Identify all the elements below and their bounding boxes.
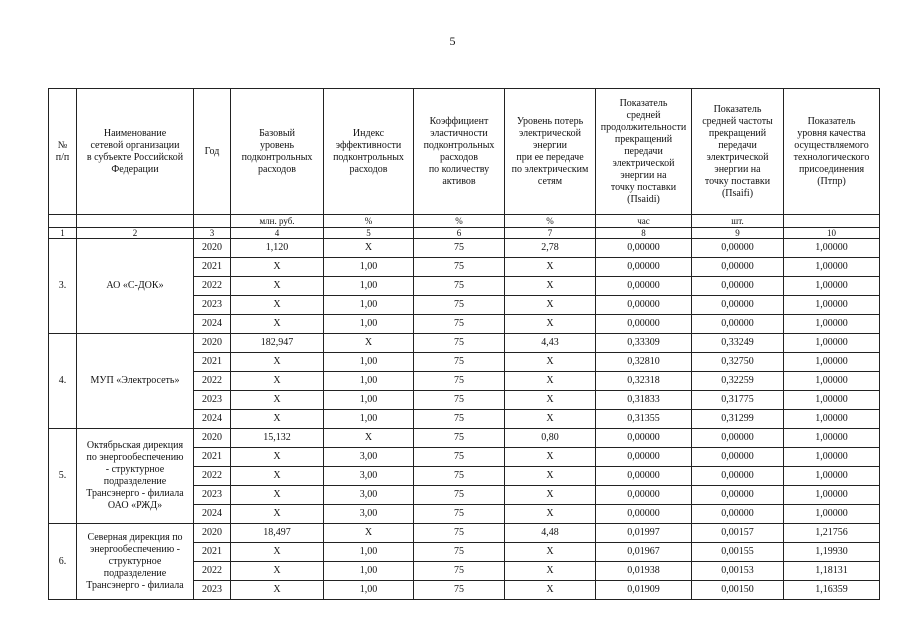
year-cell: 2021 bbox=[194, 543, 231, 562]
row-number: 5. bbox=[49, 429, 77, 524]
value-cell-c5: 3,00 bbox=[324, 486, 414, 505]
unit-cell bbox=[194, 215, 231, 228]
value-cell-c10: 1,00000 bbox=[784, 315, 880, 334]
value-cell-c10: 1,00000 bbox=[784, 448, 880, 467]
page-number: 5 bbox=[449, 34, 456, 48]
value-cell-c8: 0,00000 bbox=[596, 467, 692, 486]
value-cell-c4: X bbox=[231, 581, 324, 600]
value-cell-c6: 75 bbox=[414, 372, 505, 391]
unit-cell: млн. руб. bbox=[231, 215, 324, 228]
value-cell-c9: 0,00157 bbox=[692, 524, 784, 543]
value-cell-c10: 1,00000 bbox=[784, 505, 880, 524]
value-cell-c7: X bbox=[505, 277, 596, 296]
header-label: Год bbox=[204, 145, 220, 157]
value-cell-c10: 1,00000 bbox=[784, 486, 880, 505]
value-cell-c10: 1,16359 bbox=[784, 581, 880, 600]
organization-name: Октябрьская дирекция по энергообеспечению - структурное подразделение Трансэнерго - филиала ОАО «РЖД» bbox=[77, 429, 194, 524]
value-cell-c10: 1,00000 bbox=[784, 410, 880, 429]
value-cell-c4: 18,497 bbox=[231, 524, 324, 543]
value-cell-c6: 75 bbox=[414, 277, 505, 296]
header-cell-quality bbox=[784, 89, 880, 215]
year-cell: 2022 bbox=[194, 467, 231, 486]
header-label: Показатель уровня качества осуществляемого технологического присоединения (Птпр) bbox=[793, 115, 870, 187]
value-cell-c4: X bbox=[231, 353, 324, 372]
table-row bbox=[49, 334, 880, 353]
value-cell-c8: 0,33309 bbox=[596, 334, 692, 353]
value-cell-c9: 0,32259 bbox=[692, 372, 784, 391]
value-cell-c4: X bbox=[231, 505, 324, 524]
value-cell-c8: 0,31833 bbox=[596, 391, 692, 410]
units-row bbox=[49, 215, 880, 228]
value-cell-c7: 0,80 bbox=[505, 429, 596, 448]
value-cell-c10: 1,00000 bbox=[784, 429, 880, 448]
unit-cell bbox=[49, 215, 77, 228]
year-cell: 2022 bbox=[194, 277, 231, 296]
value-cell-c5: 1,00 bbox=[324, 581, 414, 600]
value-cell-c5: 1,00 bbox=[324, 410, 414, 429]
value-cell-c7: X bbox=[505, 467, 596, 486]
value-cell-c7: 4,43 bbox=[505, 334, 596, 353]
value-cell-c7: X bbox=[505, 543, 596, 562]
header-cell-saifi bbox=[692, 89, 784, 215]
header-row bbox=[49, 89, 880, 215]
unit-cell: час bbox=[596, 215, 692, 228]
value-cell-c8: 0,00000 bbox=[596, 277, 692, 296]
value-cell-c7: X bbox=[505, 315, 596, 334]
value-cell-c5: 1,00 bbox=[324, 315, 414, 334]
header-label: Наименование сетевой организации в субъекте Российской Федерации bbox=[86, 127, 184, 175]
value-cell-c8: 0,00000 bbox=[596, 296, 692, 315]
value-cell-c9: 0,00000 bbox=[692, 296, 784, 315]
value-cell-c7: X bbox=[505, 581, 596, 600]
value-cell-c4: X bbox=[231, 486, 324, 505]
header-cell-losses bbox=[505, 89, 596, 215]
column-number: 7 bbox=[505, 228, 596, 239]
value-cell-c4: X bbox=[231, 258, 324, 277]
value-cell-c8: 0,00000 bbox=[596, 448, 692, 467]
value-cell-c5: 1,00 bbox=[324, 391, 414, 410]
table-row bbox=[49, 239, 880, 258]
year-cell: 2020 bbox=[194, 334, 231, 353]
year-cell: 2022 bbox=[194, 562, 231, 581]
column-number: 2 bbox=[77, 228, 194, 239]
year-cell: 2023 bbox=[194, 581, 231, 600]
value-cell-c8: 0,00000 bbox=[596, 486, 692, 505]
value-cell-c6: 75 bbox=[414, 505, 505, 524]
value-cell-c10: 1,00000 bbox=[784, 467, 880, 486]
header-cell-base-costs bbox=[231, 89, 324, 215]
year-cell: 2020 bbox=[194, 429, 231, 448]
value-cell-c9: 0,00000 bbox=[692, 448, 784, 467]
value-cell-c9: 0,00000 bbox=[692, 239, 784, 258]
value-cell-c7: 2,78 bbox=[505, 239, 596, 258]
column-numbers-row bbox=[49, 228, 880, 239]
column-number: 1 bbox=[49, 228, 77, 239]
value-cell-c9: 0,00150 bbox=[692, 581, 784, 600]
value-cell-c5: 3,00 bbox=[324, 448, 414, 467]
value-cell-c5: 1,00 bbox=[324, 543, 414, 562]
header-cell-efficiency-index bbox=[324, 89, 414, 215]
value-cell-c7: X bbox=[505, 258, 596, 277]
value-cell-c4: X bbox=[231, 277, 324, 296]
value-cell-c5: X bbox=[324, 429, 414, 448]
year-cell: 2023 bbox=[194, 391, 231, 410]
value-cell-c6: 75 bbox=[414, 239, 505, 258]
header-label: Показатель средней продолжительности прекращений передачи электрической энергии на точку поставки (Пsaidi) bbox=[600, 97, 687, 205]
column-number: 4 bbox=[231, 228, 324, 239]
value-cell-c7: X bbox=[505, 296, 596, 315]
value-cell-c9: 0,00000 bbox=[692, 429, 784, 448]
header-cell-saidi bbox=[596, 89, 692, 215]
value-cell-c8: 0,00000 bbox=[596, 429, 692, 448]
value-cell-c10: 1,00000 bbox=[784, 372, 880, 391]
unit-cell: % bbox=[505, 215, 596, 228]
value-cell-c9: 0,31775 bbox=[692, 391, 784, 410]
year-cell: 2024 bbox=[194, 505, 231, 524]
year-cell: 2021 bbox=[194, 258, 231, 277]
value-cell-c8: 0,00000 bbox=[596, 258, 692, 277]
value-cell-c8: 0,31355 bbox=[596, 410, 692, 429]
value-cell-c4: X bbox=[231, 543, 324, 562]
value-cell-c7: X bbox=[505, 410, 596, 429]
value-cell-c8: 0,01938 bbox=[596, 562, 692, 581]
year-cell: 2020 bbox=[194, 524, 231, 543]
value-cell-c6: 75 bbox=[414, 429, 505, 448]
value-cell-c6: 75 bbox=[414, 448, 505, 467]
value-cell-c10: 1,18131 bbox=[784, 562, 880, 581]
value-cell-c4: X bbox=[231, 467, 324, 486]
table-body bbox=[49, 89, 880, 600]
header-cell-num bbox=[49, 89, 77, 215]
value-cell-c6: 75 bbox=[414, 353, 505, 372]
value-cell-c9: 0,00155 bbox=[692, 543, 784, 562]
value-cell-c6: 75 bbox=[414, 391, 505, 410]
value-cell-c10: 1,00000 bbox=[784, 277, 880, 296]
value-cell-c4: 15,132 bbox=[231, 429, 324, 448]
value-cell-c10: 1,00000 bbox=[784, 353, 880, 372]
value-cell-c6: 75 bbox=[414, 581, 505, 600]
value-cell-c7: X bbox=[505, 505, 596, 524]
value-cell-c9: 0,00000 bbox=[692, 467, 784, 486]
value-cell-c9: 0,00000 bbox=[692, 505, 784, 524]
column-number: 9 bbox=[692, 228, 784, 239]
value-cell-c5: 1,00 bbox=[324, 258, 414, 277]
value-cell-c8: 0,01997 bbox=[596, 524, 692, 543]
organization-name: АО «С-ДОК» bbox=[77, 239, 194, 334]
value-cell-c9: 0,00153 bbox=[692, 562, 784, 581]
column-number: 10 bbox=[784, 228, 880, 239]
value-cell-c5: 1,00 bbox=[324, 296, 414, 315]
year-cell: 2024 bbox=[194, 315, 231, 334]
table-row bbox=[49, 524, 880, 543]
header-label: Показатель средней частоты прекращений передачи электрической энергии на точку поставки (Пsaifi) bbox=[702, 103, 773, 199]
value-cell-c9: 0,31299 bbox=[692, 410, 784, 429]
value-cell-c5: 1,00 bbox=[324, 353, 414, 372]
value-cell-c4: X bbox=[231, 296, 324, 315]
row-number: 3. bbox=[49, 239, 77, 334]
value-cell-c9: 0,00000 bbox=[692, 277, 784, 296]
unit-cell bbox=[784, 215, 880, 228]
value-cell-c8: 0,32810 bbox=[596, 353, 692, 372]
header-label: Базовый уровень подконтрольных расходов bbox=[241, 127, 313, 175]
year-cell: 2023 bbox=[194, 296, 231, 315]
value-cell-c4: X bbox=[231, 315, 324, 334]
value-cell-c7: X bbox=[505, 562, 596, 581]
header-label: Коэффициент эластичности подконтрольных расходов по количеству активов bbox=[423, 115, 495, 187]
value-cell-c5: 1,00 bbox=[324, 277, 414, 296]
indicators-table bbox=[48, 88, 880, 600]
value-cell-c10: 1,21756 bbox=[784, 524, 880, 543]
value-cell-c5: X bbox=[324, 239, 414, 258]
value-cell-c9: 0,00000 bbox=[692, 258, 784, 277]
header-label: Уровень потерь электрической энергии при ее передаче по электрическим сетям bbox=[511, 115, 589, 187]
value-cell-c6: 75 bbox=[414, 334, 505, 353]
value-cell-c6: 75 bbox=[414, 315, 505, 334]
value-cell-c9: 0,00000 bbox=[692, 486, 784, 505]
value-cell-c5: X bbox=[324, 334, 414, 353]
value-cell-c6: 75 bbox=[414, 524, 505, 543]
value-cell-c5: 1,00 bbox=[324, 562, 414, 581]
value-cell-c7: X bbox=[505, 448, 596, 467]
year-cell: 2021 bbox=[194, 353, 231, 372]
row-number: 6. bbox=[49, 524, 77, 600]
unit-cell bbox=[77, 215, 194, 228]
value-cell-c5: 3,00 bbox=[324, 505, 414, 524]
value-cell-c10: 1,00000 bbox=[784, 258, 880, 277]
value-cell-c5: 1,00 bbox=[324, 372, 414, 391]
value-cell-c10: 1,00000 bbox=[784, 334, 880, 353]
unit-cell: % bbox=[324, 215, 414, 228]
value-cell-c9: 0,00000 bbox=[692, 315, 784, 334]
value-cell-c7: X bbox=[505, 391, 596, 410]
value-cell-c8: 0,00000 bbox=[596, 239, 692, 258]
year-cell: 2024 bbox=[194, 410, 231, 429]
value-cell-c6: 75 bbox=[414, 410, 505, 429]
value-cell-c8: 0,00000 bbox=[596, 505, 692, 524]
value-cell-c7: X bbox=[505, 486, 596, 505]
value-cell-c10: 1,00000 bbox=[784, 391, 880, 410]
value-cell-c8: 0,01967 bbox=[596, 543, 692, 562]
value-cell-c4: X bbox=[231, 562, 324, 581]
header-cell-name bbox=[77, 89, 194, 215]
value-cell-c10: 1,19930 bbox=[784, 543, 880, 562]
value-cell-c6: 75 bbox=[414, 258, 505, 277]
year-cell: 2020 bbox=[194, 239, 231, 258]
value-cell-c5: X bbox=[324, 524, 414, 543]
value-cell-c4: 1,120 bbox=[231, 239, 324, 258]
value-cell-c8: 0,32318 bbox=[596, 372, 692, 391]
value-cell-c4: 182,947 bbox=[231, 334, 324, 353]
unit-cell: шт. bbox=[692, 215, 784, 228]
value-cell-c4: X bbox=[231, 391, 324, 410]
year-cell: 2023 bbox=[194, 486, 231, 505]
header-cell-elasticity bbox=[414, 89, 505, 215]
table-row bbox=[49, 429, 880, 448]
value-cell-c5: 3,00 bbox=[324, 467, 414, 486]
value-cell-c8: 0,00000 bbox=[596, 315, 692, 334]
value-cell-c4: X bbox=[231, 448, 324, 467]
year-cell: 2021 bbox=[194, 448, 231, 467]
header-cell-year bbox=[194, 89, 231, 215]
organization-name: Северная дирекция по энергообеспечению - структурное подразделение Трансэнерго - филиала bbox=[77, 524, 194, 600]
value-cell-c4: X bbox=[231, 372, 324, 391]
column-number: 3 bbox=[194, 228, 231, 239]
header-label: № п/п bbox=[55, 139, 70, 163]
column-number: 8 bbox=[596, 228, 692, 239]
value-cell-c10: 1,00000 bbox=[784, 239, 880, 258]
row-number: 4. bbox=[49, 334, 77, 429]
year-cell: 2022 bbox=[194, 372, 231, 391]
unit-cell: % bbox=[414, 215, 505, 228]
value-cell-c7: X bbox=[505, 353, 596, 372]
value-cell-c6: 75 bbox=[414, 486, 505, 505]
value-cell-c4: X bbox=[231, 410, 324, 429]
value-cell-c9: 0,32750 bbox=[692, 353, 784, 372]
value-cell-c8: 0,01909 bbox=[596, 581, 692, 600]
column-number: 5 bbox=[324, 228, 414, 239]
value-cell-c6: 75 bbox=[414, 543, 505, 562]
value-cell-c7: X bbox=[505, 372, 596, 391]
column-number: 6 bbox=[414, 228, 505, 239]
value-cell-c6: 75 bbox=[414, 467, 505, 486]
organization-name: МУП «Электросеть» bbox=[77, 334, 194, 429]
value-cell-c7: 4,48 bbox=[505, 524, 596, 543]
value-cell-c9: 0,33249 bbox=[692, 334, 784, 353]
value-cell-c6: 75 bbox=[414, 562, 505, 581]
value-cell-c6: 75 bbox=[414, 296, 505, 315]
header-label: Индекс эффективности подконтрольных расходов bbox=[333, 127, 404, 175]
value-cell-c10: 1,00000 bbox=[784, 296, 880, 315]
